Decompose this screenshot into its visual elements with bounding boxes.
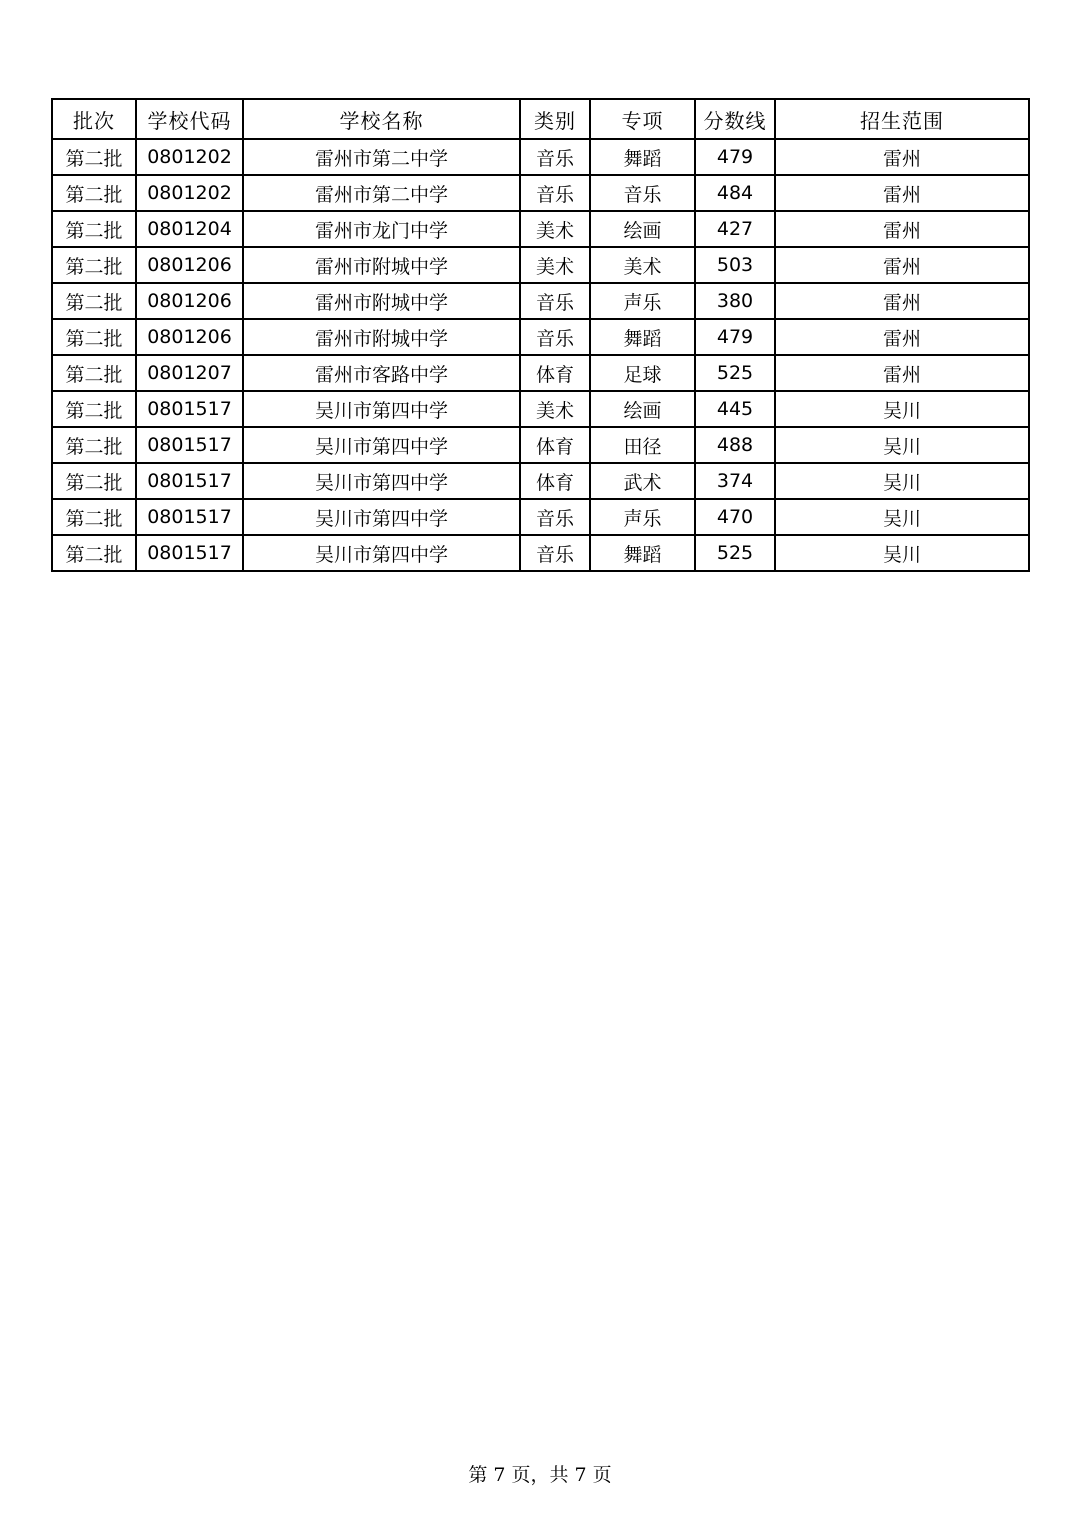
table-row [52,283,1029,319]
cell-batch: 第二批 [52,139,136,175]
cell-category: 音乐 [520,319,590,355]
table-header [52,99,1029,139]
cell-school-name: 吴川市第四中学 [243,535,520,571]
cell-score-line: 525 [695,535,775,571]
cell-batch: 第二批 [52,499,136,535]
cell-enrollment-area: 雷州 [775,319,1029,355]
header-category: 类别 [520,99,590,139]
cell-school-name: 雷州市附城中学 [243,319,520,355]
cell-batch: 第二批 [52,535,136,571]
cell-score-line: 479 [695,319,775,355]
cell-score-line: 488 [695,427,775,463]
cell-specialty: 足球 [590,355,695,391]
cell-batch: 第二批 [52,283,136,319]
cell-enrollment-area: 雷州 [775,139,1029,175]
header-enrollment-area: 招生范围 [775,99,1029,139]
cell-specialty: 舞蹈 [590,535,695,571]
cell-specialty: 声乐 [590,283,695,319]
cell-enrollment-area: 吴川 [775,535,1029,571]
cell-school-code: 0801517 [136,391,243,427]
cell-score-line: 380 [695,283,775,319]
cell-enrollment-area: 雷州 [775,211,1029,247]
table-row [52,319,1029,355]
table-row [52,247,1029,283]
cell-score-line: 445 [695,391,775,427]
cell-specialty: 舞蹈 [590,319,695,355]
cell-school-code: 0801517 [136,427,243,463]
header-score-line: 分数线 [695,99,775,139]
cell-school-code: 0801206 [136,319,243,355]
cell-school-name: 吴川市第四中学 [243,499,520,535]
cell-school-name: 雷州市附城中学 [243,247,520,283]
table-row [52,211,1029,247]
cell-school-code: 0801202 [136,175,243,211]
cell-specialty: 声乐 [590,499,695,535]
cell-category: 体育 [520,427,590,463]
table-row [52,463,1029,499]
cell-specialty: 舞蹈 [590,139,695,175]
table-row [52,139,1029,175]
table-row [52,427,1029,463]
cell-category: 美术 [520,391,590,427]
table-body [52,139,1029,571]
cell-category: 音乐 [520,139,590,175]
cell-school-code: 0801207 [136,355,243,391]
cell-enrollment-area: 雷州 [775,283,1029,319]
cell-score-line: 525 [695,355,775,391]
cell-category: 美术 [520,211,590,247]
cell-score-line: 479 [695,139,775,175]
cell-enrollment-area: 吴川 [775,499,1029,535]
cell-batch: 第二批 [52,319,136,355]
cell-category: 音乐 [520,499,590,535]
cell-school-code: 0801517 [136,499,243,535]
cell-school-name: 雷州市附城中学 [243,283,520,319]
admissions-table [51,98,1030,572]
cell-enrollment-area: 雷州 [775,355,1029,391]
cell-enrollment-area: 雷州 [775,175,1029,211]
cell-specialty: 武术 [590,463,695,499]
cell-score-line: 484 [695,175,775,211]
cell-school-code: 0801204 [136,211,243,247]
cell-batch: 第二批 [52,247,136,283]
cell-batch: 第二批 [52,211,136,247]
cell-score-line: 503 [695,247,775,283]
cell-school-name: 吴川市第四中学 [243,463,520,499]
table-row [52,355,1029,391]
cell-school-code: 0801517 [136,463,243,499]
header-school-code: 学校代码 [136,99,243,139]
cell-batch: 第二批 [52,175,136,211]
cell-batch: 第二批 [52,463,136,499]
table-row [52,175,1029,211]
cell-school-code: 0801517 [136,535,243,571]
cell-school-code: 0801206 [136,283,243,319]
cell-school-name: 雷州市龙门中学 [243,211,520,247]
cell-school-code: 0801202 [136,139,243,175]
cell-school-name: 吴川市第四中学 [243,391,520,427]
page-footer: 第 7 页，共 7 页 [468,1464,612,1486]
cell-score-line: 374 [695,463,775,499]
cell-enrollment-area: 吴川 [775,391,1029,427]
cell-category: 美术 [520,247,590,283]
cell-score-line: 470 [695,499,775,535]
header-row [52,99,1029,139]
cell-school-code: 0801206 [136,247,243,283]
cell-specialty: 绘画 [590,391,695,427]
cell-category: 音乐 [520,535,590,571]
cell-category: 体育 [520,463,590,499]
cell-school-name: 雷州市客路中学 [243,355,520,391]
header-specialty: 专项 [590,99,695,139]
cell-score-line: 427 [695,211,775,247]
table-row [52,499,1029,535]
cell-specialty: 田径 [590,427,695,463]
cell-category: 体育 [520,355,590,391]
cell-school-name: 吴川市第四中学 [243,427,520,463]
cell-specialty: 美术 [590,247,695,283]
cell-category: 音乐 [520,175,590,211]
cell-category: 音乐 [520,283,590,319]
cell-school-name: 雷州市第二中学 [243,175,520,211]
cell-enrollment-area: 吴川 [775,427,1029,463]
cell-school-name: 雷州市第二中学 [243,139,520,175]
cell-enrollment-area: 吴川 [775,463,1029,499]
cell-batch: 第二批 [52,427,136,463]
header-batch: 批次 [52,99,136,139]
table-row [52,391,1029,427]
cell-specialty: 绘画 [590,211,695,247]
header-school-name: 学校名称 [243,99,520,139]
cell-batch: 第二批 [52,391,136,427]
table-row [52,535,1029,571]
cell-specialty: 音乐 [590,175,695,211]
cell-batch: 第二批 [52,355,136,391]
cell-enrollment-area: 雷州 [775,247,1029,283]
